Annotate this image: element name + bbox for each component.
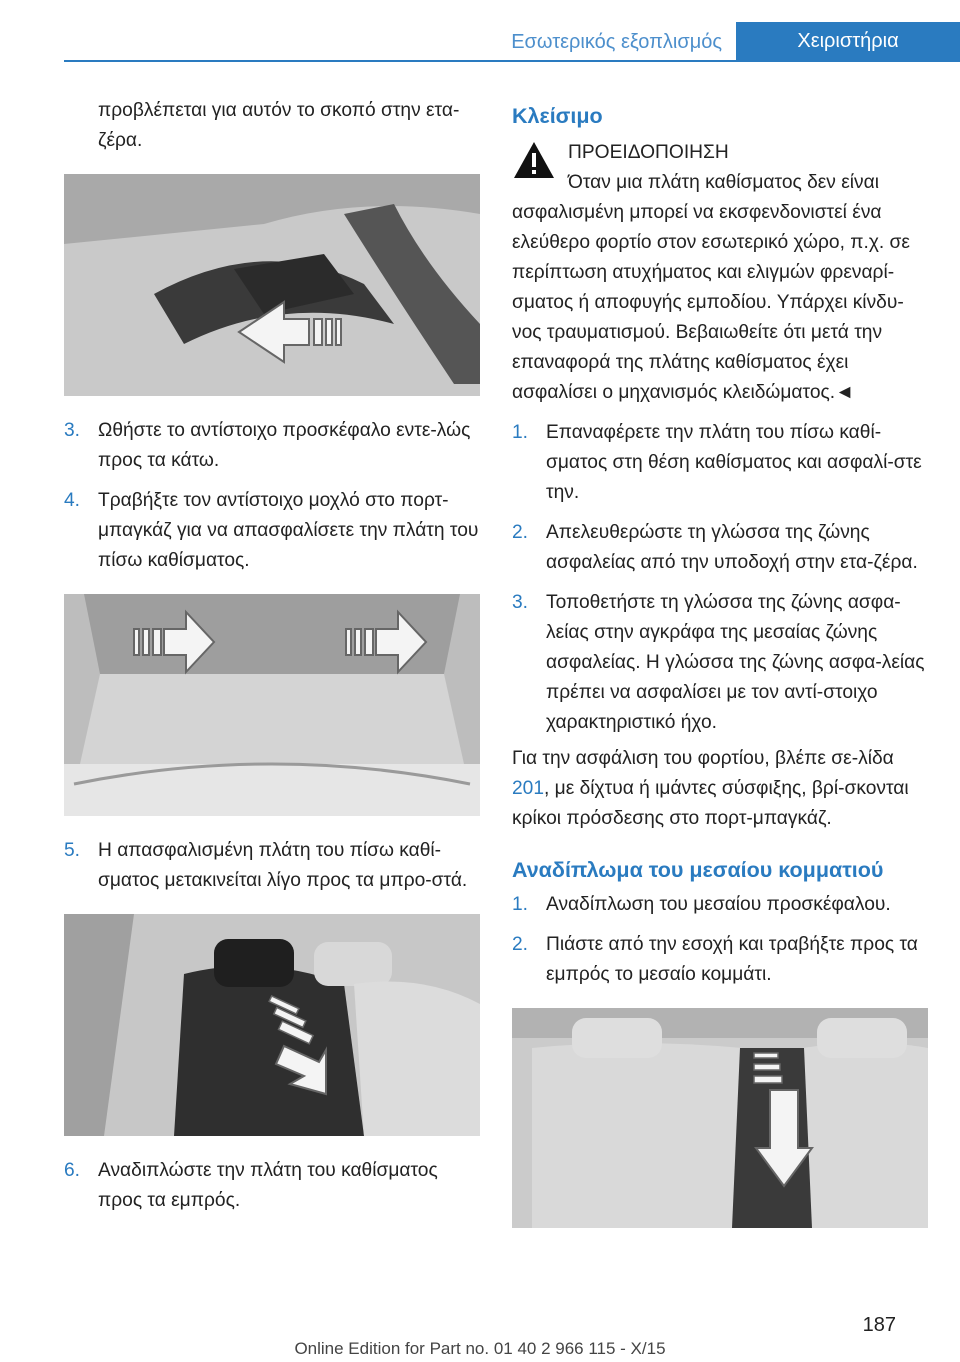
heading-closing: Κλείσιμο [512, 104, 603, 128]
step-text: Αναδίπλωση του μεσαίου προσκέφαλου. [546, 894, 891, 915]
seat-illustration [64, 914, 480, 1136]
right-column [512, 100, 928, 1248]
intro-text: προβλέπεται για αυτόν το σκοπό στην ετα-ζέρα. [98, 100, 460, 151]
middle-step-2 [512, 930, 928, 990]
cargo-note-before: Για την ασφάλιση του φορτίου, βλέπε σε-λίδα [512, 748, 894, 769]
step-text: Τοποθετήστε τη γλώσσα της ζώνης ασφα-λείας στην αγκράφα της μεσαίας ζώνης ασφαλείας. Η γλώσσα της ζώνης ασφα-λείας πρέπει να ασφαλίσει με τον αντί-στοιχο χαρακτηριστικό ήχο. [546, 592, 925, 733]
step-text: Τραβήξτε τον αντίστοιχο μοχλό στο πορτ-μπαγκάζ για να απασφαλίσετε την πλάτη του πίσω καθίσματος. [98, 490, 479, 571]
step-number: 1. [512, 422, 529, 443]
page-number: 187 [862, 1314, 896, 1336]
photo-middle-section [512, 1008, 928, 1228]
photo-seat-backrest [64, 914, 480, 1136]
page-link-201[interactable]: 201 [512, 778, 545, 799]
header-section-title: Εσωτερικός εξοπλισμός [511, 31, 722, 53]
step-number: 4. [64, 490, 81, 511]
middle-seat-illustration [512, 1008, 928, 1228]
warning-first-line: Όταν μια πλάτη καθίσματος δεν είναι [568, 172, 879, 193]
step-number: 1. [512, 894, 529, 915]
left-column [64, 96, 480, 1216]
header-rule [64, 60, 960, 62]
left-step-3 [64, 416, 480, 476]
step-text: Επαναφέρετε την πλάτη του πίσω καθί-σματος στη θέση καθίσματος και ασφαλί-στε την. [546, 422, 922, 503]
step-number: 3. [64, 420, 81, 441]
heading-middle-section: Αναδίπλωμα του μεσαίου κομματιού [512, 858, 884, 882]
step-text: Ωθήστε το αντίστοιχο προσκέφαλο εντε-λώς προς τα κάτω. [98, 420, 471, 471]
left-step-5 [64, 836, 480, 896]
trunk-illustration [64, 594, 480, 816]
strap-illustration [64, 174, 480, 396]
warning-text: ασφαλισμένη μπορεί να εκσφενδονιστεί ένα ελεύθερο φορτίο στον εσωτερικό χώρο, π.χ. σε περίπτωση ατυχήματος και ελιγμών φρεναρί-σματος ή αποφυγής εμποδίου. Υπάρχει κίνδυ-νος τραυματισμού. Βεβαιωθείτε ότι μετά την επαναφορά της πλάτης καθίσματος έχει ασφαλίσει ο μηχανισμός κλειδώματος.◄ [512, 202, 910, 403]
photo-headrest-strap [64, 174, 480, 396]
cargo-note [512, 744, 928, 834]
warning-label: ΠΡΟΕΙΔΟΠΟΙΗΣΗ [568, 142, 729, 163]
step-number: 5. [64, 840, 81, 861]
right-step-2 [512, 518, 928, 578]
header-chapter-tab: Χειριστήρια [736, 22, 960, 60]
step-number: 6. [64, 1160, 81, 1181]
step-number: 2. [512, 522, 529, 543]
warning-block [512, 138, 928, 198]
cargo-note-after: , με δίχτυα ή ιμάντες σύσφιξης, βρί-σκονται κρίκοι πρόσδεσης στο πορτ-μπαγκάζ. [512, 778, 909, 829]
edition-footer: Online Edition for Part no. 01 40 2 966 115 - X/15 [294, 1339, 666, 1358]
step-text: Πιάστε από την εσοχή και τραβήξτε προς τα εμπρός το μεσαίο κομμάτι. [546, 934, 918, 985]
step-number: 2. [512, 934, 529, 955]
step-text: Η απασφαλισμένη πλάτη του πίσω καθί-σματος μετακινείται λίγο προς τα μπρο-στά. [98, 840, 468, 891]
step-number: 3. [512, 592, 529, 613]
left-step-4 [64, 486, 480, 576]
right-step-3 [512, 588, 928, 738]
warning-triangle-icon [512, 140, 556, 180]
step-text: Απελευθερώστε τη γλώσσα της ζώνης ασφαλείας από την υποδοχή στην ετα-ζέρα. [546, 522, 918, 573]
left-step-6 [64, 1156, 480, 1216]
right-step-1 [512, 418, 928, 508]
photo-trunk-levers [64, 594, 480, 816]
middle-step-1 [512, 890, 928, 920]
step-text: Αναδιπλώστε την πλάτη του καθίσματος προς τα εμπρός. [98, 1160, 438, 1211]
